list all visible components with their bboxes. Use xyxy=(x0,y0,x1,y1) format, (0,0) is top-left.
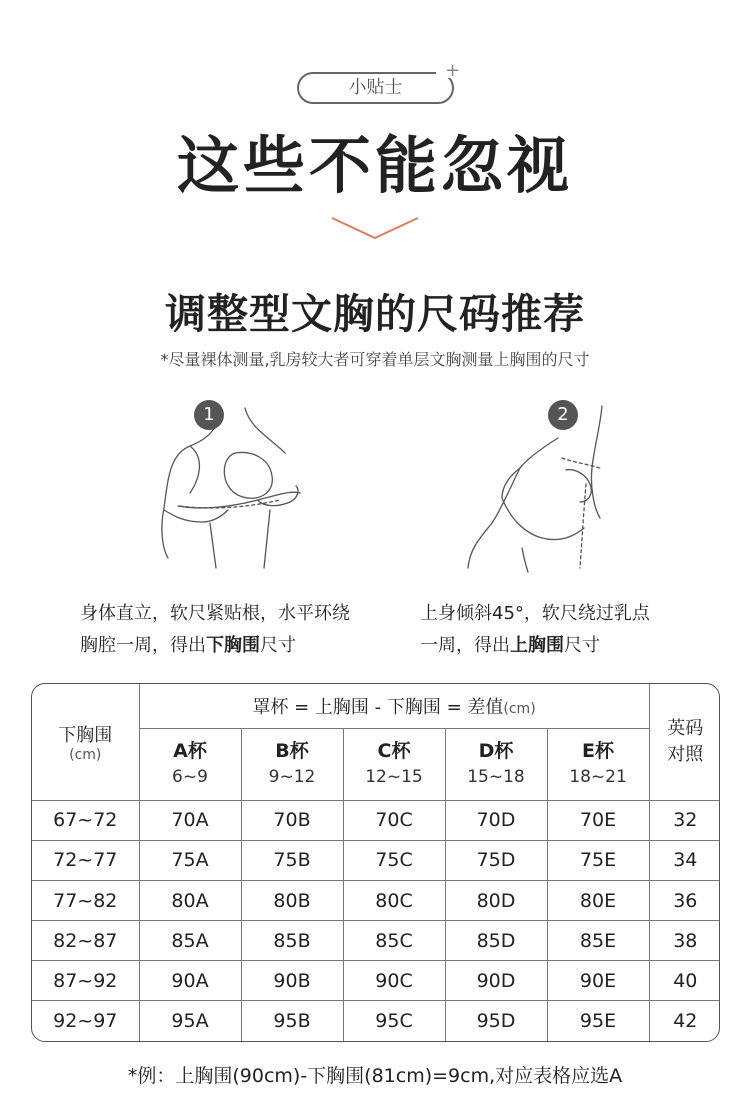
step-2-line-2-suffix: 尺寸 xyxy=(564,635,600,656)
underbust-cell: 87~92 xyxy=(32,961,139,1001)
table-row xyxy=(32,881,720,921)
size-cell: 70B xyxy=(241,800,343,840)
uk-size-cell: 40 xyxy=(649,961,720,1001)
table-row xyxy=(32,1001,720,1041)
step-1-line-1: 身体直立，软尺紧贴根，水平环绕 xyxy=(80,603,350,624)
cup-name: A杯 xyxy=(173,740,207,763)
step-2-line-2 xyxy=(420,630,740,662)
size-cell: 95E xyxy=(547,1001,649,1041)
uk-size-header-line-2: 对照 xyxy=(667,743,704,765)
cup-formula-header xyxy=(139,684,649,728)
step-2-line-1: 上身倾斜45°，软尺绕过乳点 xyxy=(420,603,650,624)
size-cell: 70E xyxy=(547,800,649,840)
size-cell: 80D xyxy=(445,881,547,921)
underbust-cell: 72~77 xyxy=(32,840,139,880)
size-cell: 95A xyxy=(139,1001,241,1041)
size-cell: 75E xyxy=(547,840,649,880)
size-cell: 80C xyxy=(343,881,445,921)
underbust-header xyxy=(32,684,139,800)
size-cell: 80A xyxy=(139,881,241,921)
size-cell: 75D xyxy=(445,840,547,880)
cup-name: D杯 xyxy=(478,740,514,763)
size-cell: 85B xyxy=(241,921,343,961)
size-cell: 75B xyxy=(241,840,343,880)
cup-range: 18~21 xyxy=(569,767,627,788)
cup-header-3 xyxy=(445,728,547,800)
main-title: 这些不能忽视 xyxy=(176,129,573,202)
size-cell: 90D xyxy=(445,961,547,1001)
underbust-header-label: 下胸围 xyxy=(58,724,113,746)
step-1-badge: 1 xyxy=(194,400,224,430)
size-cell: 85A xyxy=(139,921,241,961)
uk-size-cell: 42 xyxy=(649,1001,720,1041)
step-1-line-2-suffix: 尺寸 xyxy=(260,635,296,656)
underbust-measure-illustration xyxy=(150,398,310,578)
uk-size-cell: 32 xyxy=(649,800,720,840)
step-1-keyword: 下胸围 xyxy=(206,635,260,656)
measurement-note: *尽量裸体测量,乳房较大者可穿着单层文胸测量上胸围的尺寸 xyxy=(160,350,590,369)
size-cell: 70C xyxy=(343,800,445,840)
cup-range: 15~18 xyxy=(467,767,525,788)
size-cell: 70A xyxy=(139,800,241,840)
step-1-line-2-prefix: 胸腔一周，得出 xyxy=(80,635,206,656)
step-1-caption xyxy=(80,598,400,662)
size-cell: 80B xyxy=(241,881,343,921)
underbust-cell: 92~97 xyxy=(32,1001,139,1041)
overbust-measure-illustration xyxy=(462,398,622,578)
size-cell: 95D xyxy=(445,1001,547,1041)
size-cell: 95B xyxy=(241,1001,343,1041)
uk-size-header xyxy=(649,684,720,800)
cup-header-2 xyxy=(343,728,445,800)
cup-name: B杯 xyxy=(275,740,309,763)
step-2-line-2-prefix: 一周，得出 xyxy=(420,635,510,656)
cup-header-1 xyxy=(241,728,343,800)
tip-tag-label: 小贴士 xyxy=(348,77,403,98)
cup-range: 12~15 xyxy=(365,767,423,788)
plus-icon: + xyxy=(445,60,461,81)
size-cell: 90B xyxy=(241,961,343,1001)
size-cell: 90A xyxy=(139,961,241,1001)
size-cell: 85D xyxy=(445,921,547,961)
size-cell: 75C xyxy=(343,840,445,880)
step-1-line-2 xyxy=(80,630,400,662)
cup-range: 9~12 xyxy=(268,767,316,788)
underbust-header-unit: (cm) xyxy=(69,746,102,763)
section-title: 调整型文胸的尺码推荐 xyxy=(165,290,585,338)
step-2-keyword: 上胸围 xyxy=(510,635,564,656)
cup-formula-unit: (cm) xyxy=(503,700,536,717)
step-2-badge: 2 xyxy=(548,400,578,430)
underbust-cell: 77~82 xyxy=(32,881,139,921)
uk-size-cell: 34 xyxy=(649,840,720,880)
table-row xyxy=(32,840,720,880)
table-row xyxy=(32,961,720,1001)
table-row xyxy=(32,800,720,840)
cup-name: E杯 xyxy=(582,740,615,763)
uk-size-cell: 36 xyxy=(649,881,720,921)
size-cell: 80E xyxy=(547,881,649,921)
chevron-down-icon xyxy=(330,212,420,242)
size-cell: 95C xyxy=(343,1001,445,1041)
size-cell: 70D xyxy=(445,800,547,840)
size-chart-table xyxy=(31,683,720,1042)
cup-header-4 xyxy=(547,728,649,800)
step-2-caption xyxy=(420,598,740,662)
size-cell: 85C xyxy=(343,921,445,961)
underbust-cell: 82~87 xyxy=(32,921,139,961)
tip-tag xyxy=(297,72,454,104)
size-cell: 75A xyxy=(139,840,241,880)
cup-name: C杯 xyxy=(377,740,411,763)
underbust-cell: 67~72 xyxy=(32,800,139,840)
uk-size-header-line-1: 英码 xyxy=(667,717,704,739)
size-cell: 90C xyxy=(343,961,445,1001)
size-cell: 90E xyxy=(547,961,649,1001)
cup-formula-text: 罩杯 = 上胸围 - 下胸围 = 差值 xyxy=(252,696,504,718)
size-cell: 85E xyxy=(547,921,649,961)
example-footnote: *例：上胸围(90cm)-下胸围(81cm)=9cm,对应表格应选A xyxy=(127,1065,623,1087)
uk-size-cell: 38 xyxy=(649,921,720,961)
cup-range: 6~9 xyxy=(172,767,208,788)
cup-header-0 xyxy=(139,728,241,800)
table-row xyxy=(32,921,720,961)
